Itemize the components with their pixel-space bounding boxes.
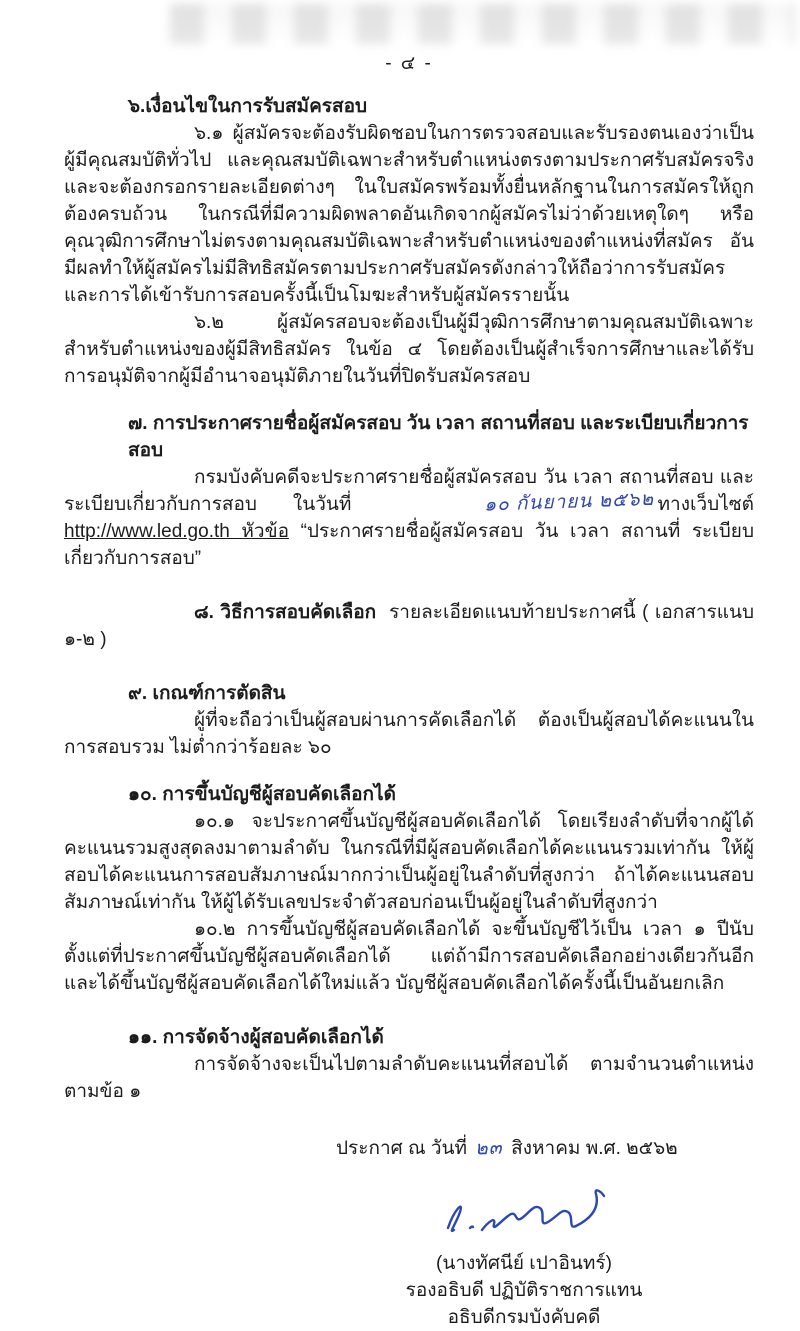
page-number: - ๔ - [385, 53, 433, 74]
section-11-heading: ๑๑. การจัดจ้างผู้สอบคัดเลือกได้ [128, 1027, 384, 1048]
signer-title-2: อธิบดีกรมบังคับคดี [447, 1307, 601, 1328]
section-7-paragraph [64, 464, 754, 572]
section-7-text-before-date: กรมบังคับคดีจะประกาศรายชื่อผู้สมัครสอบ วัน เวลา สถานที่สอบ และระเบียบเกี่ยวกับการสอบ ในวันที่ [64, 467, 754, 515]
section-8-heading-line [64, 599, 754, 653]
section-10-heading: ๑๐. การขึ้นบัญชีผู้สอบคัดเลือกได้ [128, 784, 396, 805]
section-11-paragraph: การจัดจ้างจะเป็นไปตามลำดับคะแนนที่สอบได้ ตามจำนวนตำแหน่ง ตามข้อ ๑ [64, 1054, 754, 1102]
date-prefix: ประกาศ ณ วันที่ [336, 1138, 468, 1159]
website-link[interactable]: http://www.led.go.th หัวข้อ [64, 521, 289, 542]
section-7-heading: ๗. การประกาศรายชื่อผู้สมัครสอบ วัน เวลา สถานที่สอบ และระเบียบเกี่ยวการสอบ [128, 413, 749, 461]
signer-title-1: รองอธิบดี ปฏิบัติราชการแทน [405, 1280, 643, 1301]
signer-name: (นางทัศนีย์ เปาอินทร์) [436, 1253, 612, 1274]
section-6-heading: ๖.เงื่อนไขในการรับสมัครสอบ [128, 96, 368, 117]
handwritten-day: ๒๓ [475, 1137, 504, 1160]
section-10-2-paragraph: ๑๐.๒ การขึ้นบัญชีผู้สอบคัดเลือกได้ จะขึ้นบัญชีไว้เป็น เวลา ๑ ปีนับตั้งแต่ที่ประกาศขึ้นบัญชีผู้สอบคัดเลือกได้ แต่ถ้ามีการสอบคัดเลือกอย่างเดียวกันอีก และได้ขึ้นบัญชีผู้สอบคัดเลือกได้ใหม่แล้ว บัญชีผู้สอบคัดเลือกได้ครั้งนี้เป็นอันยกเลิก [64, 919, 754, 994]
handwritten-announcement-date: ๑๐ กันยายน ๒๕๖๒ [484, 488, 655, 516]
announcement-date-line [336, 1135, 754, 1162]
section-8-heading: ๘. วิธีการสอบคัดเลือก [194, 602, 377, 623]
date-suffix: สิงหาคม พ.ศ. ๒๕๖๒ [511, 1138, 678, 1159]
section-7-text-tail: “ประกาศรายชื่อผู้สมัครสอบ วัน เวลา สถานที่ ระเบียบเกี่ยวกับการสอบ” [64, 521, 754, 569]
section-9-paragraph: ผู้ที่จะถือว่าเป็นผู้สอบผ่านการคัดเลือกได้ ต้องเป็นผู้สอบได้คะแนนในการสอบรวม ไม่ต่ำกว่าร้อยละ ๖๐ [64, 710, 754, 758]
section-10-1-paragraph: ๑๐.๑ จะประกาศขึ้นบัญชีผู้สอบคัดเลือกได้ โดยเรียงลำดับที่จากผู้ได้คะแนนรวมสูงสุดลงมาตามลำดับ ในกรณีที่มีผู้สอบคัดเลือกได้คะแนนรวมเท่ากัน ให้ผู้สอบได้คะแนนการสอบสัมภาษณ์มากกว่าเป็นผู้อยู่ในลำดับที่สูงกว่า ถ้าได้คะแนนสอบสัมภาษณ์เท่ากัน ให้ผู้ได้รับเลขประจำตัวสอบก่อนเป็นผู้อยู่ในลำดับที่สูงกว่า [64, 811, 754, 913]
section-7-text-after-date: ทางเว็บไซต์ [657, 494, 754, 515]
section-6-2-paragraph: ๖.๒ ผู้สมัครสอบจะต้องเป็นผู้มีวุฒิการศึกษาตามคุณสมบัติเฉพาะสำหรับตำแหน่งของผู้มีสิทธิสมัคร ในข้อ ๔ โดยต้องเป็นผู้สำเร็จการศึกษาและได้รับการอนุมัติจากผู้มีอำนาจอนุมัติภายในวันที่ปิดรับสมัครสอบ [64, 312, 754, 387]
section-6-1-paragraph: ๖.๑ ผู้สมัครจะต้องรับผิดชอบในการตรวจสอบและรับรองตนเองว่าเป็นผู้มีคุณสมบัติทั่วไป และคุณสมบัติเฉพาะสำหรับตำแหน่งตรงตามประกาศรับสมัครจริง และจะต้องกรอกรายละเอียดต่างๆ ในใบสมัครพร้อมทั้งยื่นหลักฐานในการสมัครให้ถูกต้องครบถ้วน ในกรณีที่มีความผิดพลาดอันเกิดจากผู้สมัครไม่ว่าด้วยเหตุใดๆ หรือคุณวุฒิการศึกษาไม่ตรงตามคุณสมบัติเฉพาะสำหรับตำแหน่งของตำแหน่งที่สมัคร อันมีผลทำให้ผู้สมัครไม่มีสิทธิสมัครตามประกาศรับสมัครดังกล่าวให้ถือว่าการรับสมัคร และการได้เข้ารับการสอบครั้งนี้เป็นโมฆะสำหรับผู้สมัครรายนั้น [64, 123, 754, 306]
section-9-heading: ๙. เกณฑ์การตัดสิน [128, 683, 286, 704]
signature-area [324, 1188, 724, 1250]
signature-block [324, 1188, 724, 1331]
signature-scribble-icon [434, 1188, 624, 1250]
section-8-heading-detail: รายละเอียดแนบท้ายประกาศนี้ ( เอกสารแนบ ๑-๒ ) [64, 602, 755, 650]
scan-ghosting-artifact [170, 4, 794, 44]
